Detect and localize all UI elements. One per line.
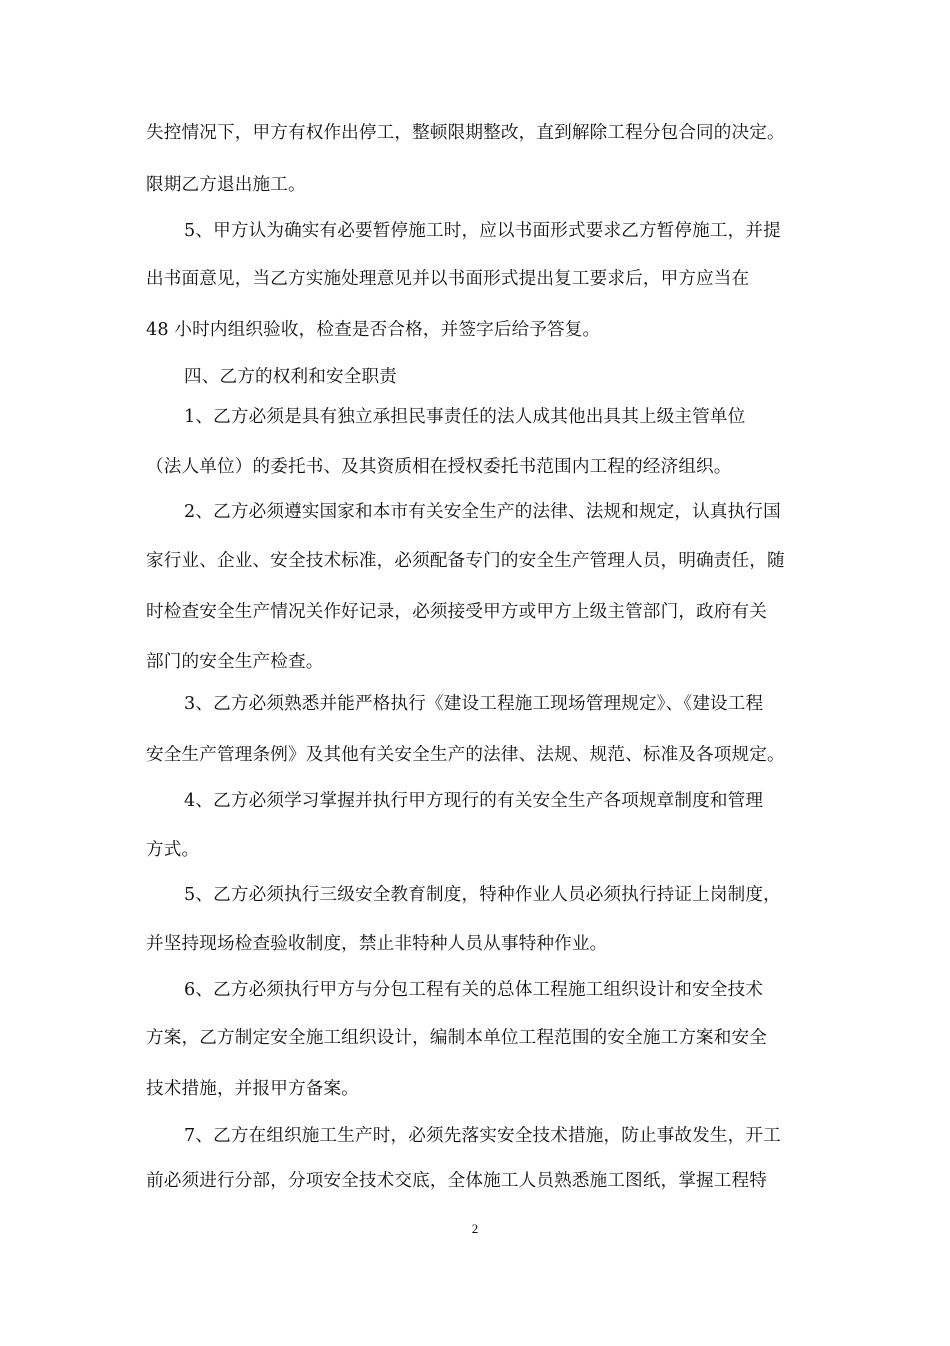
text-line: 3、乙方必须熟悉并能严格执行《建设工程施工现场管理规定》、《建设工程 — [184, 694, 764, 714]
text-line: 2、乙方必须遵实国家和本市有关安全生产的法律、法规和规定，认真执行国 — [184, 502, 781, 522]
page-number: 2 — [471, 1221, 479, 1236]
text-line: （法人单位）的委托书、及其资质相在授权委托书范围内工程的经济组织。 — [146, 457, 732, 477]
text-line: 出书面意见，当乙方实施处理意见并以书面形式提出复工要求后，甲方应当在 — [146, 269, 750, 289]
text-line: 并坚持现场检查验收制度，禁止非特种人员从事特种作业。 — [146, 934, 608, 954]
text-line: 7、乙方在组织施工生产时，必须先落实安全技术措施，防止事故发生，开工 — [184, 1126, 781, 1146]
text-line: 失控情况下，甲方有权作出停工，整顿限期整改，直到解除工程分包合同的决定。 — [146, 123, 785, 143]
text-line: 48 小时内组织验收，检查是否合格，并签字后给予答复。 — [146, 320, 601, 340]
text-line: 部门的安全生产检查。 — [146, 652, 324, 672]
text-line: 方式。 — [146, 840, 200, 860]
text-line: 4、乙方必须学习掌握并执行甲方现行的有关安全生产各项规章制度和管理 — [184, 791, 764, 811]
text-line: 5、乙方必须执行三级安全教育制度，特种作业人员必须执行持证上岗制度， — [184, 885, 781, 905]
text-line: 技术措施，并报甲方备案。 — [146, 1079, 359, 1099]
text-line: 5、甲方认为确实有必要暂停施工时，应以书面形式要求乙方暂停施工，并提 — [184, 221, 781, 241]
text-line: 前必须进行分部，分项安全技术交底，全体施工人员熟悉施工图纸，掌握工程特 — [146, 1171, 768, 1191]
text-line: 6、乙方必须执行甲方与分包工程有关的总体工程施工组织设计和安全技术 — [184, 980, 764, 1000]
text-line: 安全生产管理条例》及其他有关安全生产的法律、法规、规范、标准及各项规定。 — [146, 745, 785, 765]
text-line: 时检查安全生产情况关作好记录，必须接受甲方或甲方上级主管部门，政府有关 — [146, 602, 768, 622]
section-heading: 四、乙方的权利和安全职责 — [184, 367, 397, 387]
text-line: 家行业、企业、安全技术标准，必须配备专门的安全生产管理人员，明确责任，随 — [146, 551, 785, 571]
text-line: 1、乙方必须是具有独立承担民事责任的法人成其他出具其上级主管单位 — [184, 407, 746, 427]
text-line: 方案，乙方制定安全施工组织设计，编制本单位工程范围的安全施工方案和安全 — [146, 1028, 768, 1048]
text-line: 限期乙方退出施工。 — [146, 175, 306, 195]
